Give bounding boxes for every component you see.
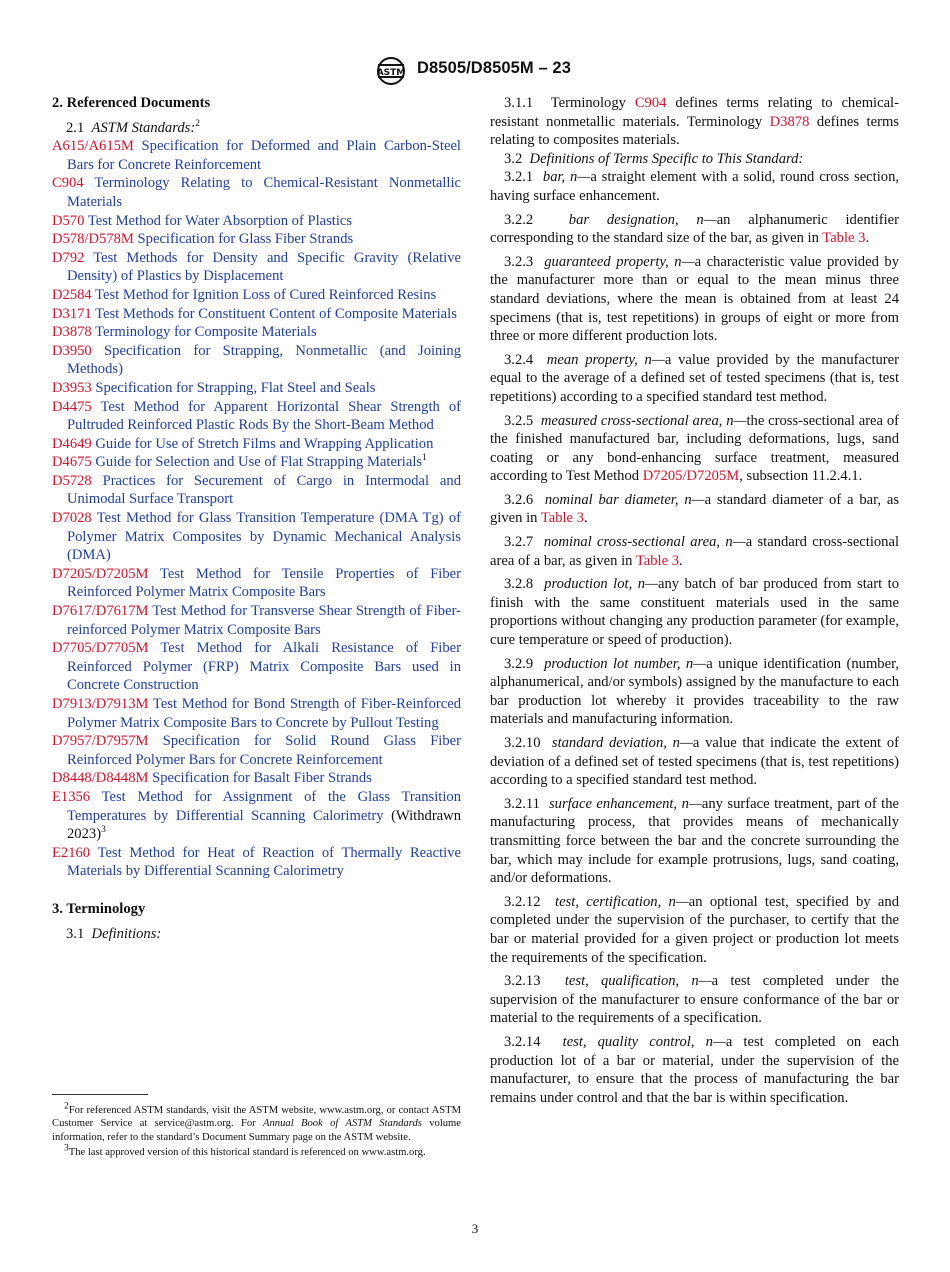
definition-paragraph [490,575,899,649]
subsection-3-2: 3.2 Definitions of Terms Specific to This Standard: [504,150,804,167]
footnote-3: $^3$The last approved version of this historical standard is referenced on www.astm.org. [64,1143,426,1159]
reference-item [52,137,461,174]
svg-text:ASTM: ASTM [376,68,406,78]
reference-item [52,639,461,695]
link-d3878[interactable]: D3878 [769,113,810,130]
definition-link[interactable]: Table 3 [540,510,584,527]
footnote-divider [52,1094,148,1095]
reference-item [52,509,461,565]
definition-number: 3.2.14 [504,1033,541,1050]
definition-link[interactable]: Table 3 [822,230,866,247]
reference-title-link[interactable]: Test Methods for Density and Specific Gravity (Relative Density) of Plastics by Displacement [67,249,462,285]
reference-title-link[interactable]: Specification for Glass Fiber Strands [137,231,354,248]
reference-code-link[interactable]: D7617/D7617M [52,603,149,620]
definition-term: measured cross-sectional area, n— [540,412,747,429]
reference-title-link[interactable]: Test Method for Heat of Reaction of Thermally Reactive Materials by Differential Scanning Calorimetry [67,844,462,880]
definition-number: 3.2.6 [504,491,534,508]
definition-link[interactable]: Table 3 [635,552,679,569]
definition-text: a standard diameter of a bar, as given in [490,491,900,527]
reference-code-link[interactable]: D4475 [52,398,92,415]
reference-title-link[interactable]: Terminology for Composite Materials [95,324,317,341]
definition-paragraph [490,253,899,346]
definition-list [490,168,899,1107]
reference-title-link[interactable]: Terminology Relating to Chemical-Resistant Nonmetallic Materials [67,175,462,210]
reference-code-link[interactable]: D2584 [52,286,92,303]
definition-number: 3.2.2 [504,211,534,228]
reference-code-link[interactable]: D7205/D7205M [52,565,149,582]
reference-code-link[interactable]: D3950 [52,342,92,359]
reference-item [52,286,461,305]
reference-title-link[interactable]: Test Methods for Constituent Content of Composite Materials [95,305,457,322]
reference-code-link[interactable]: A615/A615M [52,138,134,155]
definition-paragraph [490,351,899,407]
definition-paragraph [490,972,899,1028]
reference-code-link[interactable]: D578/D578M [52,231,134,248]
definition-text: an alphanumeric identifier corresponding to the standard size of the bar, as given in [490,211,899,247]
reference-code-link[interactable]: D4649 [52,435,92,452]
definition-text: a unique identification (number, alphanumerical, and/or symbols) assigned by the manufacture to each bar production lot whereby it provides traceability to the raw materials and manufacturing information. [490,655,900,728]
definition-text-after: , subsection 11.2.4.1. [739,468,863,485]
reference-item [52,695,461,732]
definition-number: 3.2.1 [504,169,534,186]
reference-title-link[interactable]: Test Method for Apparent Horizontal Shear Strength of Pultruded Reinforced Plastic Rods By the Short-Beam Method [67,398,461,434]
definition-number: 3.2.10 [504,735,541,751]
reference-list [52,137,461,881]
reference-title-link[interactable]: Specification for Basalt Fiber Strands [152,770,372,787]
definition-term: standard deviation, n— [551,735,693,751]
reference-item [52,174,461,211]
reference-title-link[interactable]: Test Method for Water Absorption of Plastics [87,212,353,229]
definition-term: nominal bar diameter, n— [544,491,705,508]
reference-code-link[interactable]: D7913/D7913M [52,696,149,712]
astm-logo-icon [372,56,410,86]
reference-code-link[interactable]: D8448/D8448M [52,770,149,787]
definition-number: 3.2.13 [504,973,541,990]
link-c904[interactable]: C904 [634,95,667,111]
definition-term: test, quality control, n— [562,1033,726,1050]
definition-text: a value provided by the manufacturer equal to the average of a defined set of tested specimens (that is, test repetitions) according to a specified standard test method. [490,351,899,405]
reference-code-link[interactable]: D3953 [52,379,92,396]
reference-code-link[interactable]: D7028 [52,510,92,527]
definition-number: 3.2.8 [504,576,534,593]
definition-number: 3.2.9 [504,655,534,672]
definition-paragraph [490,533,899,570]
reference-title-link[interactable]: Guide for Use of Stretch Films and Wrapping Application [95,435,434,452]
reference-code-link[interactable]: E2160 [52,844,91,861]
definition-term: test, certification, n— [555,893,689,910]
reference-code-link[interactable]: D792 [52,249,85,266]
reference-item [52,435,461,454]
reference-title-link[interactable]: Test Method for Transverse Shear Strength of Fiber-reinforced Polymer Matrix Composite Bars [67,603,461,638]
definition-term: surface enhancement, n— [548,795,702,812]
definition-paragraph [490,1033,899,1107]
left-column [52,94,461,943]
reference-code-link[interactable]: D7705/D7705M [52,640,149,657]
definition-number: 3.2.12 [504,893,541,910]
reference-title-link[interactable]: Test Method for Ignition Loss of Cured Reinforced Resins [95,286,437,303]
definition-text: an optional test, specified by and completed under the supervision of the purchaser, to certify that the bar or material provided for a given project or production lot meets the requirements of the specification. [490,893,899,966]
reference-title-link[interactable]: Specification for Solid Round Glass Fiber Reinforced Polymer Bars for Concrete Reinforcement [67,733,461,768]
reference-title-link[interactable]: Guide for Selection and Use of Flat Strapping Materials [95,454,423,471]
definition-paragraph [490,734,899,790]
reference-item [52,565,461,602]
definition-text: any surface treatment, part of the manufacturing process, that provides means of mechanically transmitting force between the bar and the concrete surrounding the bar, which may include for example protrusions, lugs, sand coating, and/or deformations. [490,795,900,887]
reference-item [52,379,461,398]
reference-item [52,844,461,881]
reference-code-link[interactable]: D5728 [52,472,92,489]
definition-text: a standard cross-sectional area of a bar, as given in [490,534,900,569]
definition-paragraph [490,655,899,729]
page-header [0,56,950,86]
reference-code-link[interactable]: D7957/D7957M [52,733,149,750]
reference-title-link[interactable]: Practices for Securement of Cargo in Intermodal and Unimodal Surface Transport [67,472,461,508]
reference-code-link[interactable]: D3878 [52,324,92,341]
definition-number: 3.2.11 [504,795,540,812]
definition-paragraph [490,412,899,486]
definition-text: a value that indicate the extent of deviation of a defined set of tested specimens (that is, test repetitions) according to a specified standard test method. [490,735,899,789]
definition-text-after: . [865,230,870,247]
definition-text: a test completed on each production lot of a bar or material, under the supervision of the manufacturer, to ensure that the process of manufacturing the bar remains under control and that the bar is within specification. [490,1033,900,1106]
reference-title-link[interactable]: Specification for Deformed and Plain Carbon-Steel Bars for Concrete Reinforcement [67,138,461,173]
reference-item [52,472,461,509]
reference-code-link[interactable]: D570 [52,212,85,229]
reference-item [52,305,461,324]
definition-text: the cross-sectional area of the finished manufactured bar, including deformations, lugs, sand coating or any bond-enhancing surface treatment, measured according to Test Method [490,412,899,485]
definition-term: bar, n— [542,169,591,186]
reference-title-link[interactable]: Test Method for Tensile Properties of Fiber Reinforced Polymer Matrix Composite Bars [67,565,461,601]
definition-text-after: . [679,552,683,569]
reference-item [52,230,461,249]
reference-code-link[interactable]: E1356 [52,788,91,805]
definition-text: a test completed under the supervision of the manufacturer to ensure conformance of the bar or material to the requirements of a specification. [490,973,899,1027]
reference-item [52,453,461,472]
definition-term: mean property, n— [546,351,665,368]
definition-paragraph [490,795,899,888]
reference-code-link[interactable]: D3171 [52,305,92,322]
footnote-marker: 3 [101,825,106,836]
definition-text: a characteristic value provided by the manufacturer more than or equal to the mean minus three standard deviations, where the mean is obtained from at least 24 specimens (that is, test repetitions) in groups of eight or more from three or more different production lots. [490,253,899,345]
definition-term: bar designation, n— [568,211,717,228]
definition-paragraph [490,211,899,248]
definition-term: production lot number, n— [544,655,707,672]
definition-number: 3.2.4 [504,351,534,368]
reference-title-link[interactable]: Test Method for Assignment of the Glass Transition Temperatures by Differential Scanning Calorimetry [67,788,461,824]
definition-text: any batch of bar produced from start to finish with the same constituent materials used in the same proportions without changing any production parameter (for example, cure temperature or speed of production). [490,576,899,649]
definition-paragraph [490,168,899,205]
definition-link[interactable]: D7205/D7205M [642,468,740,485]
reference-item [52,323,461,342]
paragraph-3-1-1: 3.1.1 Terminology C904 defines terms relating to chemical-resistant nonmetallic materials. Terminology D3878 defines terms relating to composites materials. [490,95,899,149]
section-heading-referenced-documents: 2. Referenced Documents [52,95,211,111]
reference-title-link[interactable]: Test Method for Glass Transition Temperature (DMA Tg) of Polymer Matrix Composites by Dynamic Mechanical Analysis (DMA) [67,510,461,564]
reference-withdrawn-note: (Withdrawn 2023) [67,807,461,843]
footnote-2: $^2$For referenced ASTM standards, visit the ASTM website, www.astm.org, or contact ASTM Customer Service at service@astm.org. For Annual Book of ASTM Standards volume information, refer to the standard’s Document Summary page on the ASTM website. [52,1101,461,1143]
definition-paragraph [490,893,899,967]
reference-item [52,769,461,788]
reference-item [52,732,461,769]
definition-paragraph [490,491,899,528]
right-column [490,94,899,1112]
reference-item [52,212,461,231]
reference-code-link[interactable]: C904 [52,175,84,192]
reference-item [52,342,461,379]
reference-title-link[interactable]: Test Method for Alkali Resistance of Fiber Reinforced Polymer (FRP) Matrix Composite Bars used in Concrete Construction [67,640,461,694]
reference-item [52,249,461,286]
reference-item [52,602,461,639]
reference-item [52,398,461,435]
definition-term: nominal cross-sectional area, n— [543,534,746,551]
definition-term: test, qualification, n— [564,973,712,990]
reference-title-link[interactable]: Specification for Strapping, Nonmetallic (and Joining Methods) [67,342,461,378]
section-heading-terminology: 3. Terminology [52,900,146,917]
definition-number: 3.2.3 [504,253,534,270]
definition-text: a straight element with a solid, round cross section, having surface enhancement. [490,169,900,204]
definition-number: 3.2.7 [504,534,534,551]
footnote-marker: 1 [422,453,427,464]
reference-title-link[interactable]: Test Method for Bond Strength of Fiber-Reinforced Polymer Matrix Composite Bars to Concrete by Pullout Testing [67,696,462,731]
document-designation: D8505/D8505M – 23 [417,59,571,77]
reference-item [52,788,461,844]
page-number: 3 [471,1221,479,1236]
definition-term: guaranteed property, n— [544,253,695,270]
reference-title-link[interactable]: Specification for Strapping, Flat Steel and Seals [95,379,376,396]
subsection-definitions: 3.1 Definitions: [66,925,162,942]
footnotes [52,1101,461,1162]
definition-number: 3.2.5 [504,412,534,429]
definition-term: production lot, n— [544,576,658,593]
reference-code-link[interactable]: D4675 [52,454,92,471]
subsection-astm-standards: 2.1 ASTM Standards:$^2$ [66,118,200,136]
definition-text-after: . [583,510,588,527]
